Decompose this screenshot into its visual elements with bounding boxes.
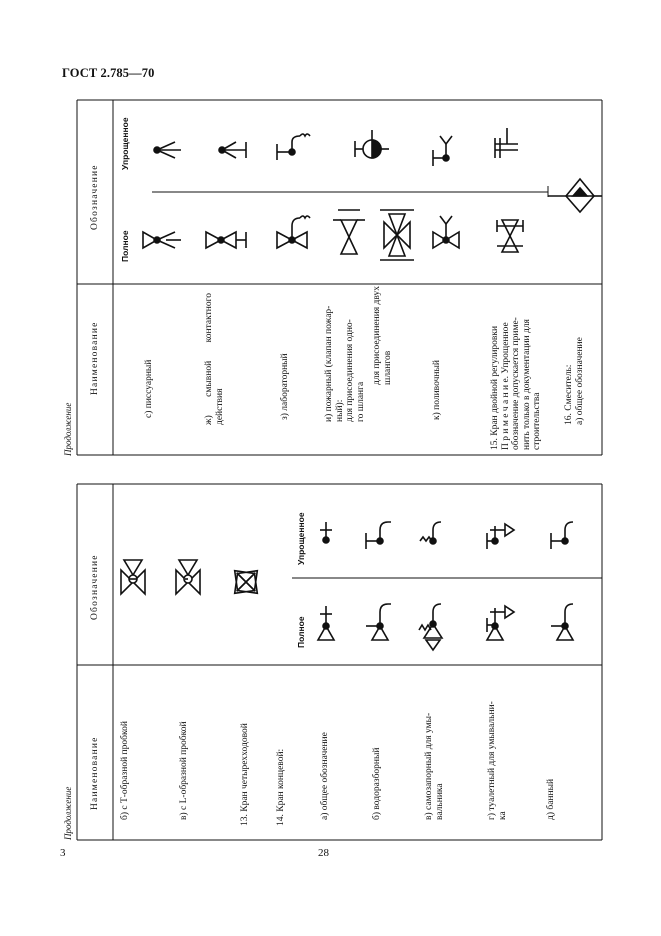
double-regulation-valve-simplified-icon [495,128,518,158]
upper-col-name-header: Наименование [90,321,100,395]
upper-row-c: с) писсуарный [144,359,154,418]
fire-valve-one-hose-full-icon [333,210,365,254]
water-tap-full-icon [366,604,391,640]
lower-col-simplified-header: Упрощенное [296,512,306,565]
lower-row-g: г) туалетный для умывальни- ка [487,701,508,820]
upper-row-16: 16. Смеситель: а) общее обозначение [564,337,585,425]
lab-tap-full-icon [277,216,310,248]
lower-row-v: в) с L-образной пробкой [179,721,189,820]
lower-row-d: д) банный [546,778,556,820]
upper-col-designation-header: Обозначение [90,164,100,230]
page-number: 28 [318,847,329,859]
end-valve-general-full-icon [318,606,334,640]
upper-col-simplified-header: Упрощенное [120,117,130,170]
upper-row-k: к) поливочный [432,360,442,420]
upper-row-15: 15. Кран двойной регулировки П р и м е ч а н и е. Упрощенное обозначение допускается приме- нить только в документации для строительства [490,317,542,450]
side-number: 3 [60,847,66,859]
toilet-tap-simplified-icon [487,524,514,549]
bath-tap-full-icon [551,604,573,640]
flush-valve-full-icon [206,232,246,248]
upper-row-i: и) пожарный (клапан пожар- ный): для присоединения одно- го шланга [324,305,366,422]
toilet-tap-full-icon [487,606,514,640]
watering-tap-full-icon [433,216,459,248]
self-closing-tap-full-icon [419,604,442,650]
lower-continuation-label: Продолжение [63,786,73,840]
lower-col-name-header: Наименование [90,736,100,810]
lower-row-13: 13. Кран четырехходовой [240,723,250,826]
upper-row-z: з) лабораторный [280,353,290,420]
upper-row-zh: ж) смывной контактного действия [204,293,225,425]
flush-valve-simplified-icon [219,142,246,158]
fire-valve-simplified-icon [355,130,389,158]
upper-col-full-header: Полное [120,230,130,262]
l-plug-valve-icon [176,560,200,594]
lower-row-v2: в) самозапорный для умы- вальника [424,712,445,820]
bath-tap-simplified-icon [551,522,573,549]
urinal-full-icon [143,232,181,248]
water-tap-simplified-icon [366,522,391,549]
t-plug-valve-icon [121,560,145,594]
lab-tap-simplified-icon [277,134,310,160]
self-closing-tap-simplified-icon [420,522,441,544]
lower-row-b: б) с Т-образной пробкой [120,721,130,820]
urinal-simplified-icon [154,142,181,158]
upper-row-i2: для присоединения двух шлангов [372,285,393,385]
double-regulation-valve-full-icon [497,220,523,252]
lower-row-14: 14. Кран концевой: [276,748,286,826]
document-header: ГОСТ 2.785—70 [62,66,155,80]
mixer-icon [548,179,602,212]
watering-tap-simplified-icon [433,136,452,166]
fire-valve-two-hoses-full-icon [380,210,414,260]
lower-col-designation-header: Обозначение [90,554,100,620]
four-way-valve-icon [226,562,266,602]
lower-row-b2: б) водоразборный [372,747,382,820]
upper-continuation-label: Продолжение [63,402,73,456]
lower-row-a: а) общее обозначение [320,732,330,820]
lower-col-full-header: Полное [296,616,306,648]
end-valve-general-simplified-icon [320,522,332,543]
